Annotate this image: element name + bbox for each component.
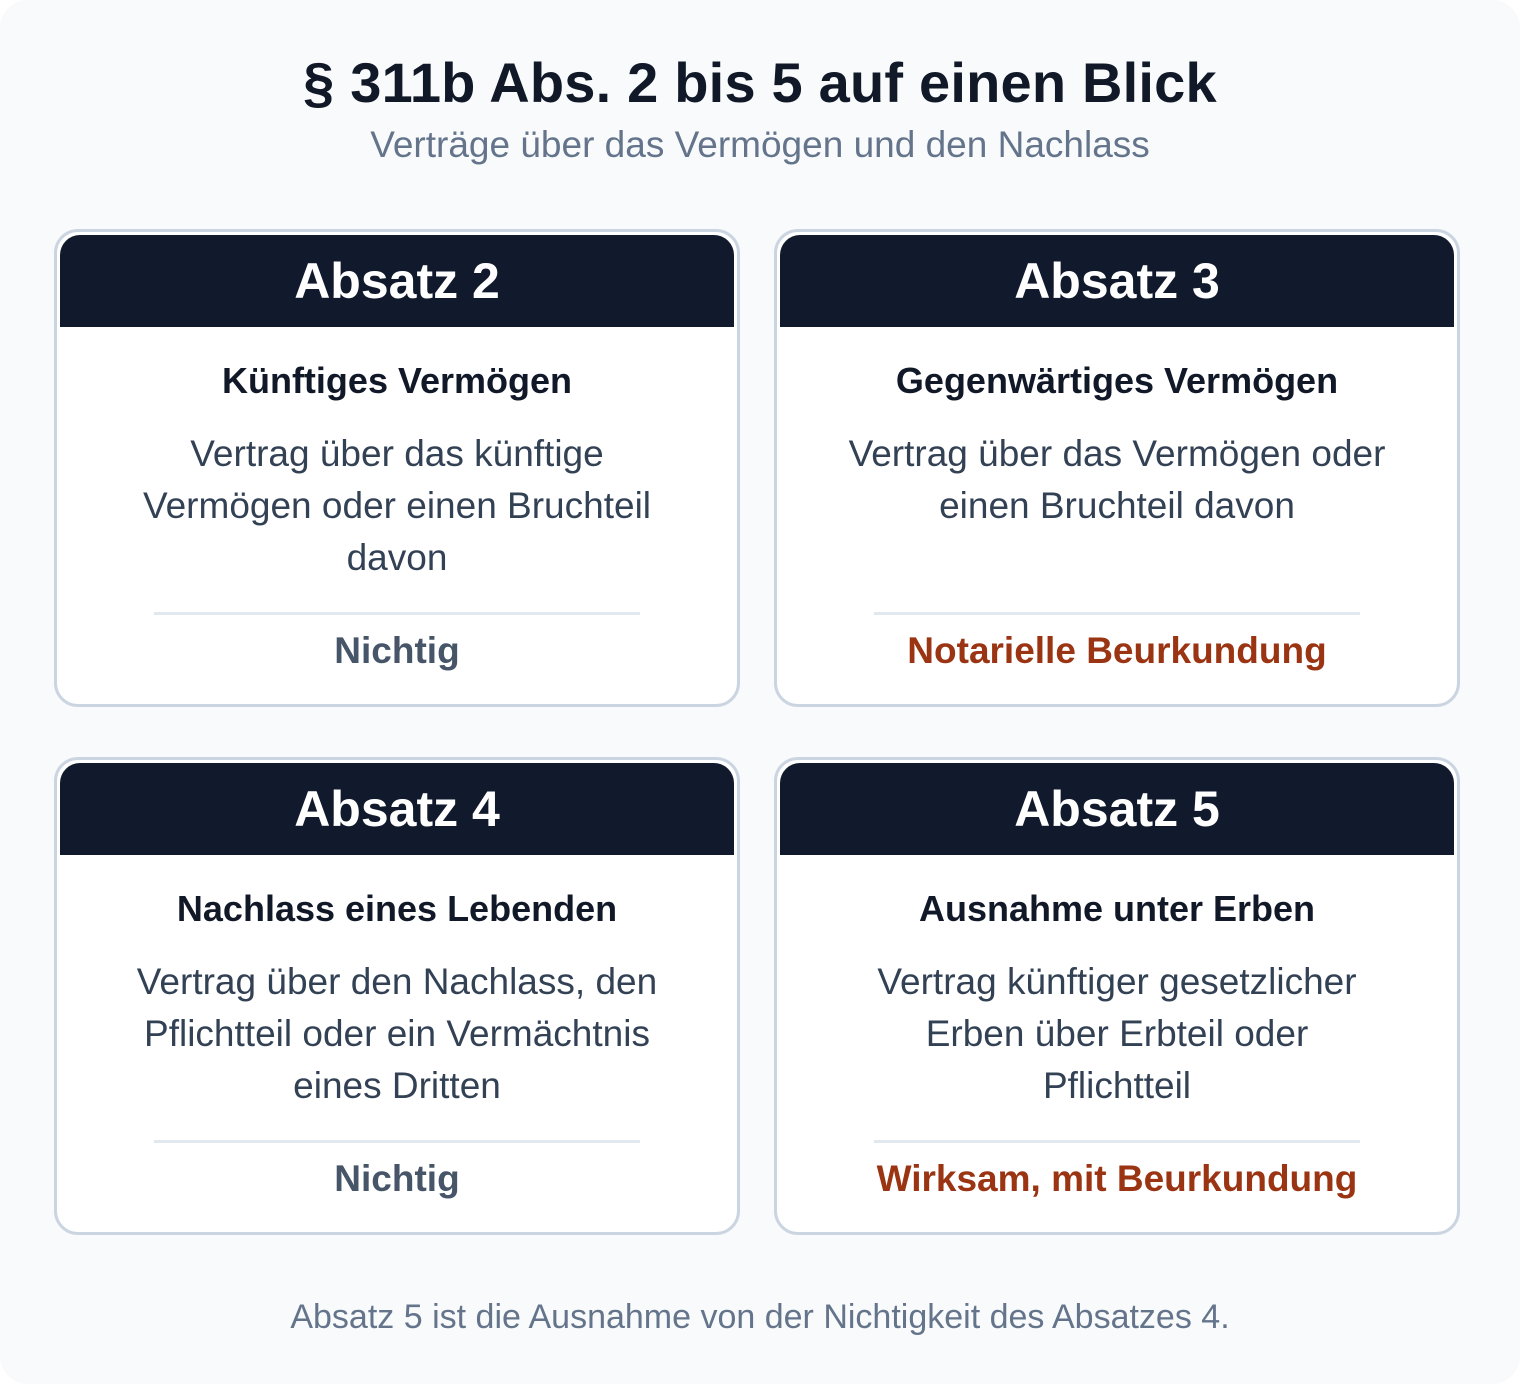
card-heading: Absatz 3 [780, 235, 1454, 327]
card-result: Notarielle Beurkundung [907, 630, 1327, 671]
card-divider [874, 612, 1360, 615]
card-absatz-3 [774, 229, 1460, 707]
card-description: Vertrag über den Nachlass, den Pflichtteil oder ein Vermächtnis eines Dritten [136, 961, 658, 1106]
card-absatz-5 [774, 757, 1460, 1235]
card-heading: Absatz 5 [780, 763, 1454, 855]
card-divider [874, 1140, 1360, 1143]
card-result: Nichtig [334, 630, 460, 671]
card-divider [154, 1140, 640, 1143]
page-title: § 311b Abs. 2 bis 5 auf einen Blick [303, 51, 1217, 114]
card-result: Wirksam, mit Beurkundung [876, 1158, 1358, 1199]
card-description: Vertrag künftiger gesetzlicher Erben über Erbteil oder Pflichtteil [877, 961, 1357, 1106]
card-description: Vertrag über das Vermögen oder einen Bruchteil davon [848, 433, 1386, 526]
card-description: Vertrag über das künftige Vermögen oder einen Bruchteil davon [142, 433, 652, 578]
card-absatz-2 [54, 229, 740, 707]
card-subject: Gegenwärtiges Vermögen [895, 360, 1339, 401]
card-heading: Absatz 2 [60, 235, 734, 327]
card-result: Nichtig [334, 1158, 460, 1199]
card-subject: Künftiges Vermögen [221, 360, 573, 401]
card-subject: Ausnahme unter Erben [918, 888, 1316, 929]
card-divider [154, 612, 640, 615]
card-absatz-4 [54, 757, 740, 1235]
footnote: Absatz 5 ist die Ausnahme von der Nichtigkeit des Absatzes 4. [290, 1298, 1230, 1336]
card-subject: Nachlass eines Lebenden [176, 888, 618, 929]
page-subtitle: Verträge über das Vermögen und den Nachlass [370, 124, 1150, 165]
card-heading: Absatz 4 [60, 763, 734, 855]
